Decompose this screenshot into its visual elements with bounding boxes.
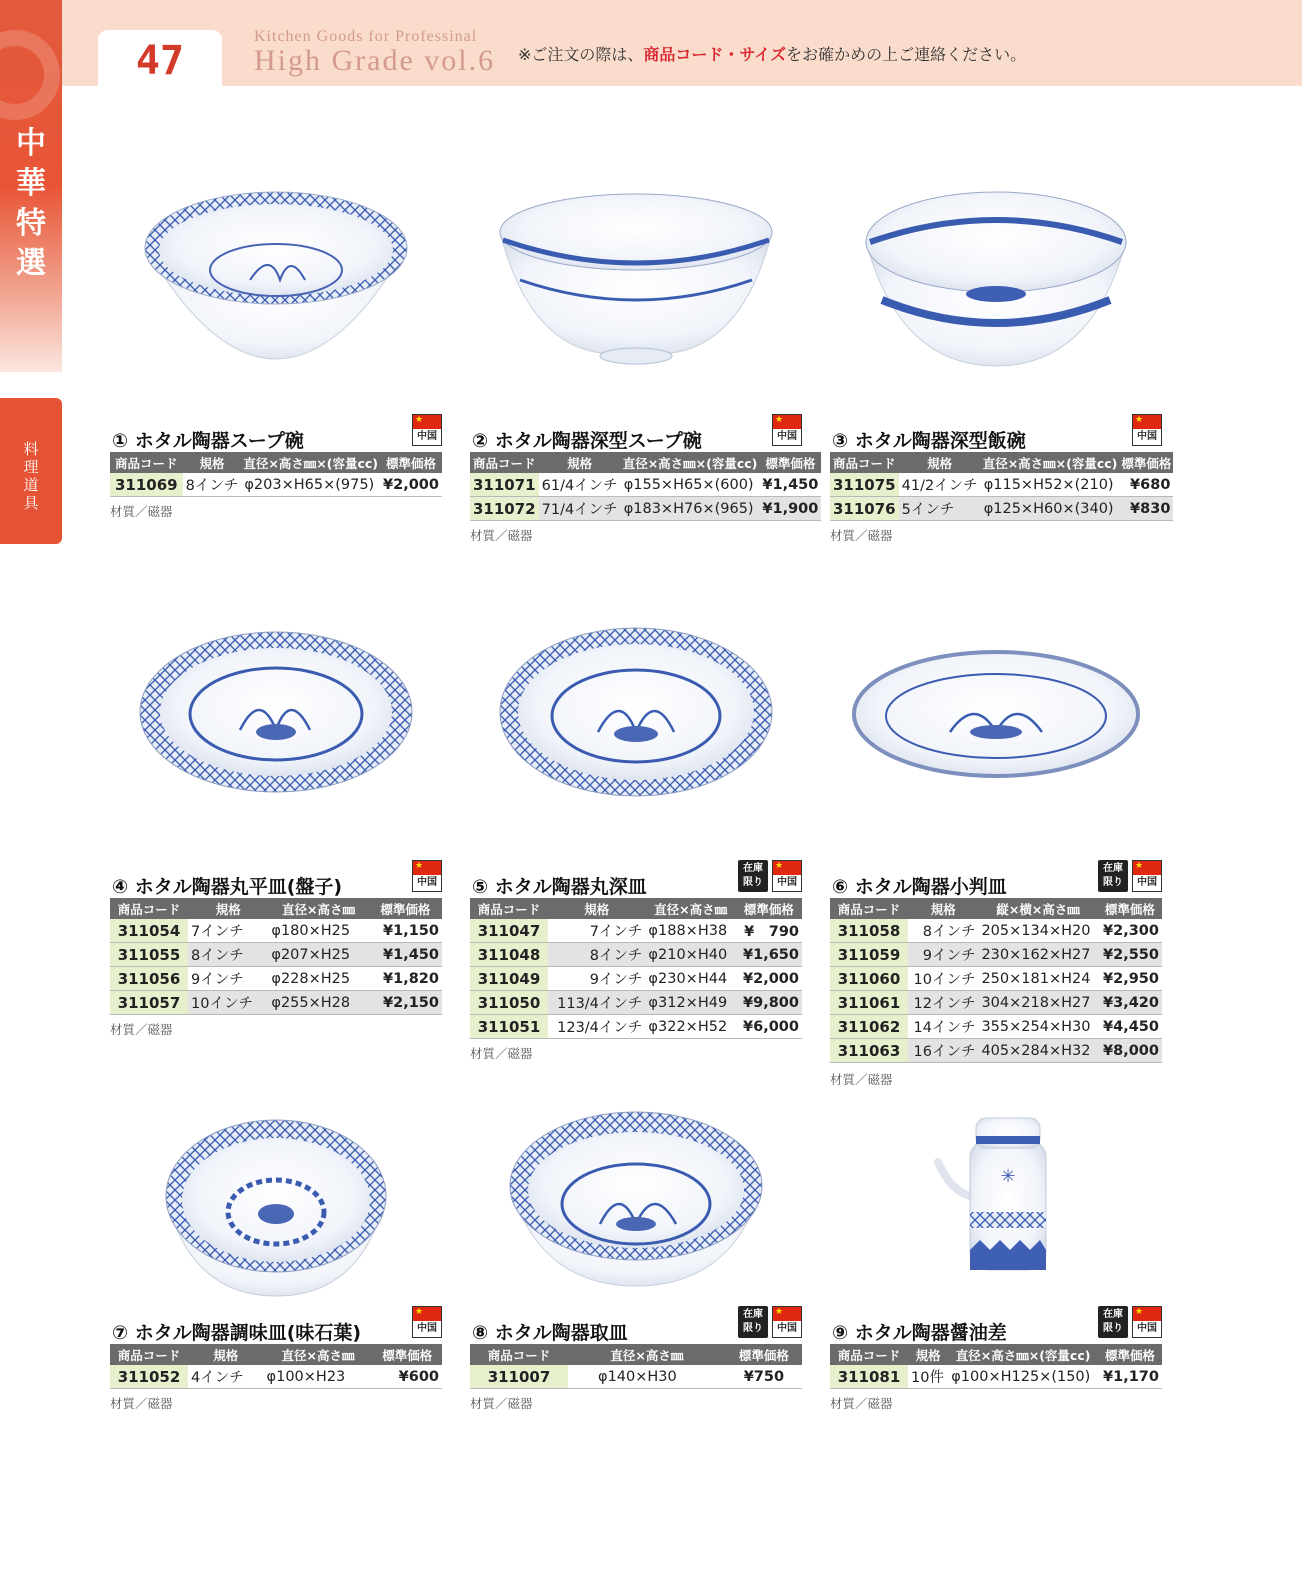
badge-group bbox=[412, 1306, 442, 1338]
table-row bbox=[470, 967, 802, 991]
size-cell: 41/2インチ bbox=[899, 473, 981, 497]
material-note: 材質／磁器 bbox=[110, 504, 173, 519]
product-code: 311048 bbox=[470, 943, 548, 967]
dimension-cell: φ155×H65×(600) bbox=[621, 473, 760, 497]
table-row bbox=[470, 919, 802, 943]
col-header: 商品コード bbox=[110, 898, 188, 919]
china-flag-icon: ★ 中国 bbox=[1132, 860, 1162, 892]
col-header: 商品コード bbox=[830, 898, 908, 919]
col-header: 直径×高さ㎜×(容量cc) bbox=[621, 452, 760, 473]
price-cell: ¥8,000 bbox=[1098, 1039, 1162, 1063]
col-header: 規格 bbox=[908, 898, 978, 919]
price-cell: ¥1,150 bbox=[369, 919, 442, 943]
page-number: 47 bbox=[135, 38, 185, 84]
stock-label-line2: 限り bbox=[1103, 877, 1123, 888]
dimension-cell: φ125×H60×(340) bbox=[981, 497, 1120, 521]
col-header: 標準価格 bbox=[736, 898, 802, 919]
dimension-cell: φ183×H76×(965) bbox=[621, 497, 760, 521]
dimension-cell: φ210×H40 bbox=[645, 943, 735, 967]
table-row bbox=[110, 1365, 442, 1389]
price-cell: ¥2,000 bbox=[736, 967, 802, 991]
price-cell: ¥6,000 bbox=[736, 1015, 802, 1039]
col-header: 標準価格 bbox=[1098, 898, 1162, 919]
material-note: 材質／磁器 bbox=[830, 528, 893, 543]
stock-label-line2: 限り bbox=[1103, 1323, 1123, 1334]
swirl-ornament-icon bbox=[0, 30, 60, 120]
price-cell: ¥1,170 bbox=[1098, 1365, 1162, 1389]
table-row bbox=[110, 967, 442, 991]
col-header: 標準価格 bbox=[759, 452, 821, 473]
stock-label-line2: 限り bbox=[743, 877, 763, 888]
material-note: 材質／磁器 bbox=[830, 1396, 893, 1411]
badge-group bbox=[412, 414, 442, 446]
product-code: 311052 bbox=[110, 1365, 188, 1389]
size-cell: 71/4インチ bbox=[539, 497, 621, 521]
dimension-cell: φ207×H25 bbox=[268, 943, 368, 967]
size-cell: 7インチ bbox=[548, 919, 645, 943]
col-header: 商品コード bbox=[470, 452, 539, 473]
col-header: 規格 bbox=[899, 452, 981, 473]
product-code: 311072 bbox=[470, 497, 539, 521]
col-header: 規格 bbox=[548, 898, 645, 919]
price-cell: ¥3,420 bbox=[1098, 991, 1162, 1015]
size-cell: 9インチ bbox=[548, 967, 645, 991]
product-title: ⑨ ホタル陶器醤油差 bbox=[832, 1322, 1007, 1344]
price-cell: ¥9,800 bbox=[736, 991, 802, 1015]
dimension-cell: φ312×H49 bbox=[645, 991, 735, 1015]
table-row bbox=[830, 991, 1162, 1015]
table-row bbox=[830, 473, 1173, 497]
origin-label: 中国 bbox=[417, 431, 437, 442]
dimension-cell: 304×218×H27 bbox=[978, 991, 1097, 1015]
spec-table bbox=[470, 452, 821, 521]
notice-emphasis: 商品コード・サイズ bbox=[643, 45, 787, 64]
dimension-cell: φ100×H125×(150) bbox=[948, 1365, 1098, 1389]
material-note: 材質／磁器 bbox=[110, 1022, 173, 1037]
col-header: 直径×高さ㎜×(容量cc) bbox=[948, 1344, 1098, 1365]
dimension-cell: φ115×H52×(210) bbox=[981, 473, 1120, 497]
product-code: 311054 bbox=[110, 919, 188, 943]
product-title: ⑥ ホタル陶器小判皿 bbox=[832, 876, 1007, 898]
spec-table bbox=[110, 452, 442, 497]
price-cell: ¥2,000 bbox=[380, 473, 442, 497]
size-cell: 7インチ bbox=[188, 919, 268, 943]
category-char: 具 bbox=[23, 494, 39, 512]
col-header: 標準価格 bbox=[369, 898, 442, 919]
table-row bbox=[830, 919, 1162, 943]
category-char: 料 bbox=[23, 440, 39, 458]
badge-group bbox=[1098, 860, 1162, 892]
table-row bbox=[830, 1039, 1162, 1063]
table-row bbox=[110, 473, 442, 497]
china-flag-icon: ★ 中国 bbox=[772, 1306, 802, 1338]
size-cell: 14インチ bbox=[908, 1015, 978, 1039]
china-flag-icon: ★ 中国 bbox=[412, 414, 442, 446]
col-header: 商品コード bbox=[110, 452, 183, 473]
limited-stock-icon bbox=[1098, 860, 1128, 892]
origin-label: 中国 bbox=[417, 1323, 437, 1334]
size-cell: 9インチ bbox=[188, 967, 268, 991]
notice-prefix: ※ご注文の際は、 bbox=[518, 45, 644, 64]
product-image-seasoning-dish bbox=[110, 1100, 442, 1300]
product-image-round-flat-plate bbox=[110, 620, 442, 820]
price-cell: ¥1,900 bbox=[759, 497, 821, 521]
dimension-cell: φ203×H65×(975) bbox=[241, 473, 380, 497]
col-header: 規格 bbox=[183, 452, 242, 473]
badge-group bbox=[738, 1306, 802, 1338]
china-flag-icon: ★ 中国 bbox=[1132, 1306, 1162, 1338]
price-cell: ¥1,820 bbox=[369, 967, 442, 991]
table-row bbox=[830, 967, 1162, 991]
size-cell: 9インチ bbox=[908, 943, 978, 967]
col-header: 規格 bbox=[188, 1344, 264, 1365]
material-note: 材質／磁器 bbox=[470, 1046, 533, 1061]
col-header: 商品コード bbox=[470, 898, 548, 919]
origin-label: 中国 bbox=[417, 877, 437, 888]
table-row bbox=[470, 497, 821, 521]
size-cell: 8インチ bbox=[188, 943, 268, 967]
order-notice bbox=[518, 42, 1026, 65]
table-row bbox=[470, 991, 802, 1015]
product-code: 311007 bbox=[470, 1365, 568, 1389]
price-cell: ¥830 bbox=[1119, 497, 1173, 521]
product-code: 311075 bbox=[830, 473, 899, 497]
china-flag-icon: ★ 中国 bbox=[412, 860, 442, 892]
origin-label: 中国 bbox=[1137, 877, 1157, 888]
product-code: 311076 bbox=[830, 497, 899, 521]
spec-table bbox=[470, 1344, 802, 1389]
spec-table bbox=[110, 898, 442, 1015]
col-header: 直径×高さ㎜×(容量cc) bbox=[241, 452, 380, 473]
price-cell: ¥4,450 bbox=[1098, 1015, 1162, 1039]
badge-group bbox=[1132, 414, 1162, 446]
product-image-deep-rice-bowl bbox=[830, 170, 1162, 370]
price-cell: ¥600 bbox=[373, 1365, 442, 1389]
product-code: 311062 bbox=[830, 1015, 908, 1039]
badge-group bbox=[738, 860, 802, 892]
china-flag-icon: ★ 中国 bbox=[772, 414, 802, 446]
price-cell: ¥1,650 bbox=[736, 943, 802, 967]
table-row bbox=[470, 1015, 802, 1039]
table-row bbox=[830, 1365, 1162, 1389]
table-row bbox=[830, 943, 1162, 967]
badge-group bbox=[1098, 1306, 1162, 1338]
size-cell: 10インチ bbox=[908, 967, 978, 991]
price-cell: ¥2,950 bbox=[1098, 967, 1162, 991]
product-code: 311057 bbox=[110, 991, 188, 1015]
col-header: 規格 bbox=[539, 452, 621, 473]
page-number-box bbox=[98, 30, 222, 86]
dimension-cell: φ322×H52 bbox=[645, 1015, 735, 1039]
china-flag-icon: ★ 中国 bbox=[772, 860, 802, 892]
price-cell: ¥2,300 bbox=[1098, 919, 1162, 943]
product-code: 311061 bbox=[830, 991, 908, 1015]
product-code: 311060 bbox=[830, 967, 908, 991]
notice-suffix: をお確かめの上ご連絡ください。 bbox=[786, 45, 1027, 64]
col-header: 縦×横×高さ㎜ bbox=[978, 898, 1097, 919]
size-cell: 16インチ bbox=[908, 1039, 978, 1063]
category-char: 選 bbox=[16, 246, 46, 281]
table-row bbox=[470, 1365, 802, 1389]
col-header: 標準価格 bbox=[373, 1344, 442, 1365]
dimension-cell: φ255×H28 bbox=[268, 991, 368, 1015]
origin-label: 中国 bbox=[1137, 1323, 1157, 1334]
product-image-round-deep-plate bbox=[470, 620, 802, 820]
col-header: 商品コード bbox=[470, 1344, 568, 1365]
dimension-cell: 230×162×H27 bbox=[978, 943, 1097, 967]
col-header: 直径×高さ㎜ bbox=[264, 1344, 373, 1365]
product-image-soup-bowl bbox=[110, 170, 442, 370]
stock-label-line1: 在庫 bbox=[1103, 863, 1123, 874]
material-note: 材質／磁器 bbox=[110, 1396, 173, 1411]
col-header: 直径×高さ㎜×(容量cc) bbox=[981, 452, 1120, 473]
col-header: 標準価格 bbox=[726, 1344, 802, 1365]
origin-label: 中国 bbox=[777, 431, 797, 442]
dimension-cell: φ100×H23 bbox=[264, 1365, 373, 1389]
category-char: 理 bbox=[23, 458, 39, 476]
product-title: ② ホタル陶器深型スープ碗 bbox=[472, 430, 702, 452]
price-cell: ¥ 790 bbox=[736, 919, 802, 943]
price-cell: ¥1,450 bbox=[759, 473, 821, 497]
product-code: 311058 bbox=[830, 919, 908, 943]
material-note: 材質／磁器 bbox=[470, 1396, 533, 1411]
size-cell: 8インチ bbox=[908, 919, 978, 943]
size-cell: 113/4インチ bbox=[548, 991, 645, 1015]
col-header: 規格 bbox=[188, 898, 268, 919]
limited-stock-icon bbox=[738, 860, 768, 892]
dimension-cell: 250×181×H24 bbox=[978, 967, 1097, 991]
product-image-oval-plate bbox=[830, 620, 1162, 820]
size-cell: 10件 bbox=[908, 1365, 948, 1389]
dimension-cell: 355×254×H30 bbox=[978, 1015, 1097, 1039]
table-row bbox=[110, 919, 442, 943]
size-cell: 12インチ bbox=[908, 991, 978, 1015]
dimension-cell: φ188×H38 bbox=[645, 919, 735, 943]
col-header: 商品コード bbox=[110, 1344, 188, 1365]
product-code: 311071 bbox=[470, 473, 539, 497]
brand-title: High Grade vol.6 bbox=[254, 44, 496, 77]
dimension-cell: 205×134×H20 bbox=[978, 919, 1097, 943]
category-tab-chinese[interactable] bbox=[0, 0, 62, 372]
spec-table bbox=[470, 898, 802, 1039]
product-code: 311069 bbox=[110, 473, 183, 497]
table-row bbox=[470, 943, 802, 967]
price-cell: ¥2,150 bbox=[369, 991, 442, 1015]
product-code: 311059 bbox=[830, 943, 908, 967]
spec-table bbox=[830, 1344, 1162, 1389]
product-code: 311056 bbox=[110, 967, 188, 991]
size-cell: 8インチ bbox=[548, 943, 645, 967]
category-tab-cooking-tools[interactable] bbox=[0, 398, 62, 544]
spec-table bbox=[110, 1344, 442, 1389]
size-cell: 4インチ bbox=[188, 1365, 264, 1389]
table-row bbox=[470, 473, 821, 497]
badge-group bbox=[772, 414, 802, 446]
col-header: 規格 bbox=[908, 1344, 948, 1365]
china-flag-icon: ★ 中国 bbox=[1132, 414, 1162, 446]
col-header: 標準価格 bbox=[1098, 1344, 1162, 1365]
col-header: 標準価格 bbox=[1119, 452, 1173, 473]
product-image-deep-soup-bowl bbox=[470, 170, 802, 370]
stock-label-line1: 在庫 bbox=[743, 1309, 763, 1320]
product-title: ④ ホタル陶器丸平皿(盤子) bbox=[112, 876, 343, 898]
product-code: 311050 bbox=[470, 991, 548, 1015]
price-cell: ¥680 bbox=[1119, 473, 1173, 497]
spec-table bbox=[830, 452, 1173, 521]
stock-label-line2: 限り bbox=[743, 1323, 763, 1334]
category-char: 華 bbox=[16, 166, 46, 201]
product-image-soy-sauce-dispenser bbox=[830, 1100, 1162, 1300]
table-row bbox=[110, 991, 442, 1015]
size-cell: 5インチ bbox=[899, 497, 981, 521]
product-title: ① ホタル陶器スープ碗 bbox=[112, 430, 304, 452]
product-code: 311055 bbox=[110, 943, 188, 967]
col-header: 商品コード bbox=[830, 1344, 908, 1365]
table-row bbox=[830, 1015, 1162, 1039]
origin-label: 中国 bbox=[777, 877, 797, 888]
product-code: 311081 bbox=[830, 1365, 908, 1389]
product-code: 311047 bbox=[470, 919, 548, 943]
brand-subtitle: Kitchen Goods for Professinal bbox=[254, 28, 478, 45]
limited-stock-icon bbox=[1098, 1306, 1128, 1338]
product-title: ③ ホタル陶器深型飯碗 bbox=[832, 430, 1026, 452]
price-cell: ¥2,550 bbox=[1098, 943, 1162, 967]
col-header: 直径×高さ㎜ bbox=[645, 898, 735, 919]
price-cell: ¥1,450 bbox=[369, 943, 442, 967]
dimension-cell: φ140×H30 bbox=[568, 1365, 726, 1389]
product-code: 311063 bbox=[830, 1039, 908, 1063]
origin-label: 中国 bbox=[1137, 431, 1157, 442]
col-header: 直径×高さ㎜ bbox=[268, 898, 368, 919]
size-cell: 10インチ bbox=[188, 991, 268, 1015]
limited-stock-icon bbox=[738, 1306, 768, 1338]
col-header: 商品コード bbox=[830, 452, 899, 473]
product-title: ⑤ ホタル陶器丸深皿 bbox=[472, 876, 647, 898]
spec-table bbox=[830, 898, 1162, 1063]
product-image-serving-plate bbox=[470, 1100, 802, 1300]
product-title: ⑦ ホタル陶器調味皿(味石葉) bbox=[112, 1322, 362, 1344]
col-header: 直径×高さ㎜ bbox=[568, 1344, 726, 1365]
origin-label: 中国 bbox=[777, 1323, 797, 1334]
category-char: 道 bbox=[23, 476, 39, 494]
col-header: 標準価格 bbox=[380, 452, 442, 473]
dimension-cell: 405×284×H32 bbox=[978, 1039, 1097, 1063]
china-flag-icon: ★ 中国 bbox=[412, 1306, 442, 1338]
material-note: 材質／磁器 bbox=[470, 528, 533, 543]
size-cell: 123/4インチ bbox=[548, 1015, 645, 1039]
stock-label-line1: 在庫 bbox=[743, 863, 763, 874]
table-row bbox=[830, 497, 1173, 521]
size-cell: 8インチ bbox=[183, 473, 242, 497]
svg-text:✳: ✳ bbox=[1000, 1166, 1016, 1187]
category-char: 中 bbox=[16, 126, 46, 161]
size-cell: 61/4インチ bbox=[539, 473, 621, 497]
product-code: 311051 bbox=[470, 1015, 548, 1039]
dimension-cell: φ230×H44 bbox=[645, 967, 735, 991]
stock-label-line1: 在庫 bbox=[1103, 1309, 1123, 1320]
dimension-cell: φ180×H25 bbox=[268, 919, 368, 943]
product-code: 311049 bbox=[470, 967, 548, 991]
table-row bbox=[110, 943, 442, 967]
badge-group bbox=[412, 860, 442, 892]
product-title: ⑧ ホタル陶器取皿 bbox=[472, 1322, 628, 1344]
category-char: 特 bbox=[16, 206, 46, 241]
price-cell: ¥750 bbox=[726, 1365, 802, 1389]
dimension-cell: φ228×H25 bbox=[268, 967, 368, 991]
material-note: 材質／磁器 bbox=[830, 1072, 893, 1087]
